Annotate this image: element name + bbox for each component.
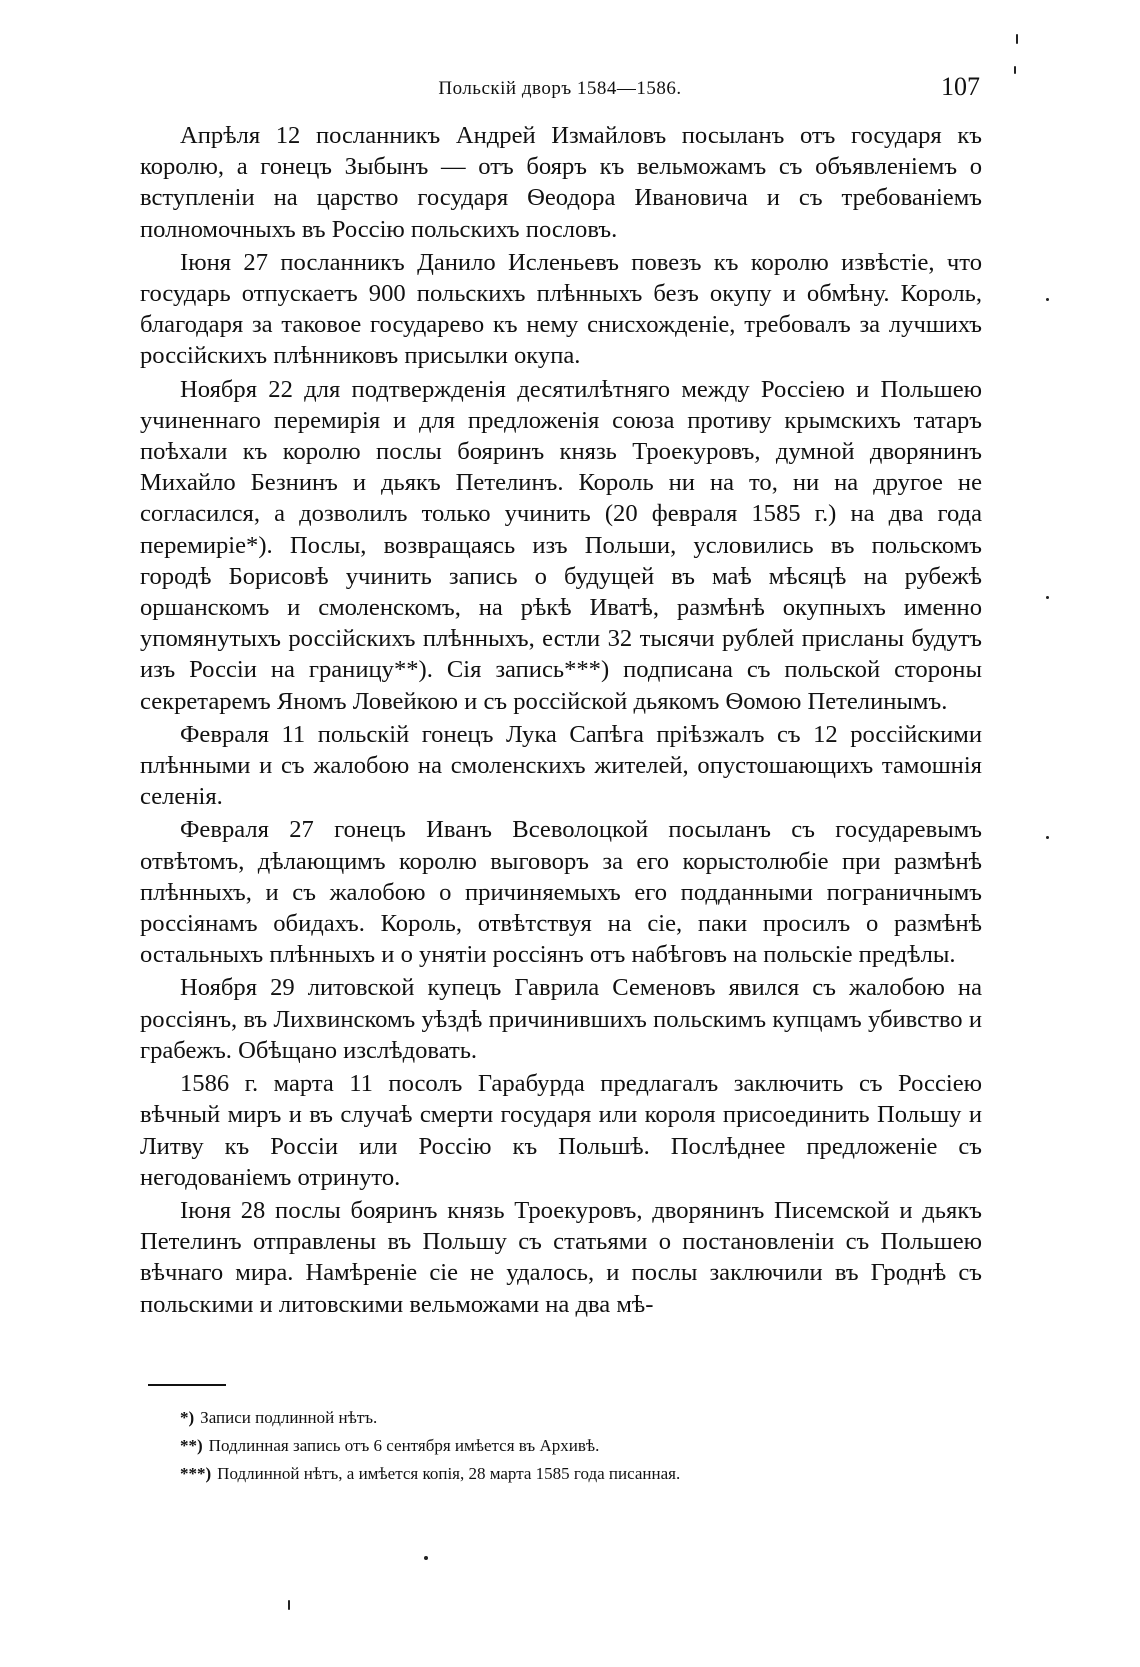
paragraph: Апрѣля 12 посланникъ Андрей Измайловъ посыланъ отъ государя къ королю, а гонецъ Зыбынъ — отъ бояръ къ вельможамъ съ объявленіемъ о вступленіи на царство государя Ѳеодора Ивановича и съ требованіемъ полномочныхъ въ Россію польскихъ пословъ. (140, 122, 982, 243)
page-header (140, 72, 980, 112)
paragraph: Іюня 28 послы бояринъ князь Троекуровъ, дворянинъ Писемской и дьякъ Петелинъ отправлены въ Польшу съ статьями о постановленіи съ Польшею вѣчнаго мира. Намѣреніе сіе не удалось, и послы заключили въ Гроднѣ съ польскими и литовскими вельможами на два мѣ- (140, 1196, 982, 1318)
footnote-separator (148, 1384, 226, 1386)
footnote (140, 1460, 982, 1488)
footnote-text: Записи подлинной нѣтъ. (200, 1408, 378, 1427)
footnote-mark: ***) (180, 1464, 212, 1483)
paragraph: Февраля 27 гонецъ Иванъ Всеволоцкой посыланъ съ государевымъ отвѣтомъ, дѣлающимъ королю выговоръ за его корыстолюбіе при размѣнѣ плѣнныхъ, и съ жалобою о причиняемыхъ его подданными пограничнымъ россіянамъ обидахъ. Король, отвѣтствуя на сіе, паки просилъ о размѣнѣ остальныхъ плѣнныхъ и о унятіи россіянъ отъ набѣговъ на польскіе предѣлы. (140, 816, 982, 969)
paragraph: Ноября 22 для подтвержденія десятилѣтняго между Россіею и Польшею учиненнаго перемирія и для предложенія союза противу крымскихъ татаръ поѣхали къ королю послы бояринъ князь Троекуровъ, думной дворянинъ Михайло Безнинъ и дьякъ Петелинъ. Король ни на то, ни на другое не согласился, а дозволилъ только учинить (20 февраля 1585 г.) на два года перемиріе*). Послы, возвращаясь изъ Польши, условились въ польскомъ городѣ Борисовѣ учинить запись о будущей въ маѣ мѣсяцѣ на рубежѣ оршанскомъ и смоленскомъ, на рѣкѣ Иватѣ, размѣнѣ окупныхъ именно упомянутыхъ россійскихъ плѣнныхъ, естли 32 тысячи рублей присланы будутъ изъ Россіи на границу**). Сія запись***) подписана съ польской стороны секретаремъ Яномъ Ловейкою и съ россійской дьякомъ Ѳомою Петелинымъ. (140, 375, 982, 715)
scan-speck (1014, 66, 1016, 74)
scan-speck (1016, 34, 1018, 44)
footnote-text: Подлинная запись отъ 6 сентября имѣется въ Архивѣ. (208, 1436, 600, 1455)
footnote-text: Подлинной нѣтъ, а имѣется копія, 28 марта 1585 года писанная. (217, 1464, 681, 1483)
scan-speck (1046, 298, 1049, 301)
main-text (140, 120, 982, 1322)
footnote-mark: **) (180, 1436, 203, 1455)
running-title: Польскій дворъ 1584—1586. (438, 78, 682, 99)
scan-speck (1046, 836, 1049, 839)
page-number: 107 (941, 72, 980, 101)
scan-speck (288, 1600, 290, 1610)
footnote-mark: *) (180, 1408, 195, 1427)
footnote (140, 1432, 982, 1460)
scan-speck (424, 1556, 428, 1560)
scan-speck (1046, 596, 1049, 599)
paragraph: Іюня 27 посланникъ Данило Исленьевъ повезъ къ королю извѣстіе, что государь отпускаетъ 900 польскихъ плѣнныхъ безъ окупу и обмѣну. Король, благодаря за таковое государево къ нему снисхожденіе, требовалъ за лучшихъ россійскихъ плѣнниковъ присылки окупа. (140, 248, 982, 370)
paragraph: Февраля 11 польскій гонецъ Лука Сапѣга пріѣзжалъ съ 12 россійскими плѣнными и съ жалобою на смоленскихъ жителей, опустошающихъ тамошнія селенія. (140, 720, 982, 811)
footnote (140, 1404, 982, 1432)
footnotes (140, 1404, 982, 1488)
paragraph: 1586 г. марта 11 посолъ Гарабурда предлагалъ заключить съ Россіею вѣчный миръ и въ случаѣ смерти государя или короля присоединить Польшу и Литву къ Россіи или Россію къ Польшѣ. Послѣднее предложеніе съ негодованіемъ отринуто. (140, 1070, 982, 1191)
paragraph: Ноября 29 литовской купецъ Гаврила Семеновъ явился съ жалобою на россіянъ, въ Лихвинскомъ уѣздѣ причинившихъ польскимъ купцамъ убивство и грабежъ. Обѣщано изслѣдовать. (140, 974, 982, 1064)
